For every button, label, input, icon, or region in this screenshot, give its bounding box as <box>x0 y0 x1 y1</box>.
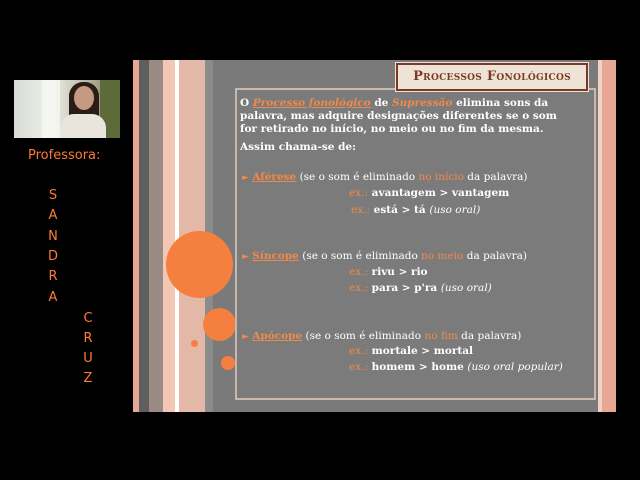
name-letter: R <box>48 269 58 284</box>
decor-circle <box>221 356 235 370</box>
process-item-apocope <box>242 330 521 342</box>
intro-rest: elimina sons da <box>452 97 549 109</box>
intro-line-3: for retirado no início, no meio ou no fim da mesma. <box>240 123 544 135</box>
decor-stripe <box>163 60 175 412</box>
example-text: mortale > mortal <box>371 345 474 357</box>
example-prefix: ex.: <box>349 345 369 357</box>
example-text: rivu > rio <box>371 266 428 278</box>
example-prefix: ex.: <box>349 266 369 278</box>
example-line <box>349 361 563 373</box>
process-position: no meio <box>421 250 464 262</box>
term-supressao: Supressão <box>392 97 453 109</box>
name-letter: A <box>48 208 58 223</box>
example-note: (uso oral) <box>440 282 492 294</box>
presentation-slide <box>133 60 616 412</box>
example-line <box>349 282 492 294</box>
example-prefix: ex.: <box>349 361 369 373</box>
intro-line-2: palavra, mas adquire designações diferentes se o som <box>240 110 557 122</box>
bullet-arrow-icon: ► <box>242 173 249 183</box>
example-line <box>349 266 428 278</box>
surname-letter: U <box>83 351 93 366</box>
webcam-window-light <box>42 80 60 138</box>
example-note: (uso oral popular) <box>467 361 563 373</box>
intro-line-1 <box>240 97 548 109</box>
name-letter: S <box>48 188 58 203</box>
process-desc: (se o som é eliminado <box>302 330 425 342</box>
intro-de: de <box>370 97 393 109</box>
process-name: Síncope <box>252 250 299 262</box>
process-position: no fim <box>424 330 458 342</box>
presenter-label: Professora: <box>28 148 101 163</box>
decor-circle <box>166 231 233 298</box>
surname-letter: Z <box>83 371 93 386</box>
example-prefix: ex.: <box>351 204 371 216</box>
decor-stripe <box>602 60 616 412</box>
decor-circle <box>191 340 198 347</box>
name-letter: N <box>48 229 58 244</box>
webcam-person-body <box>60 114 106 138</box>
example-text: homem > home <box>371 361 464 373</box>
name-letter: D <box>47 249 58 264</box>
example-line <box>351 204 480 216</box>
name-letter: A <box>48 290 58 305</box>
process-desc-end: da palavra) <box>463 250 527 262</box>
title-box <box>396 63 588 91</box>
example-text: avantagem > vantagem <box>371 187 510 199</box>
decor-stripe <box>149 60 163 412</box>
example-note: (uso oral) <box>429 204 481 216</box>
bullet-arrow-icon: ► <box>242 252 249 262</box>
process-position: no início <box>418 171 464 183</box>
process-item-aferese <box>242 171 528 183</box>
process-name: Aférese <box>252 171 297 183</box>
decor-circle <box>203 308 236 341</box>
term-processo-fonologico: Processo fonológico <box>252 97 371 109</box>
intro-lead: O <box>240 97 253 109</box>
surname-letter: C <box>83 311 93 326</box>
decor-stripe <box>139 60 149 412</box>
example-text: para > p'ra <box>371 282 438 294</box>
bullet-arrow-icon: ► <box>242 332 249 342</box>
process-desc: (se o som é eliminado <box>298 250 422 262</box>
example-line <box>349 345 473 357</box>
webcam-video <box>14 80 120 138</box>
example-prefix: ex.: <box>349 282 369 294</box>
surname-letter: R <box>83 331 93 346</box>
example-line <box>349 187 509 199</box>
process-desc-end: da palavra) <box>457 330 522 342</box>
process-desc: (se o som é eliminado <box>296 171 419 183</box>
example-text: está > tá <box>373 204 426 216</box>
process-name: Apócope <box>252 330 303 342</box>
process-desc-end: da palavra) <box>463 171 528 183</box>
slide-title: Processos Fonológicos <box>413 69 571 84</box>
intro-line-4: Assim chama-se de: <box>240 141 356 153</box>
example-prefix: ex.: <box>349 187 369 199</box>
process-item-sincope <box>242 250 527 262</box>
webcam-person-face <box>74 86 94 110</box>
